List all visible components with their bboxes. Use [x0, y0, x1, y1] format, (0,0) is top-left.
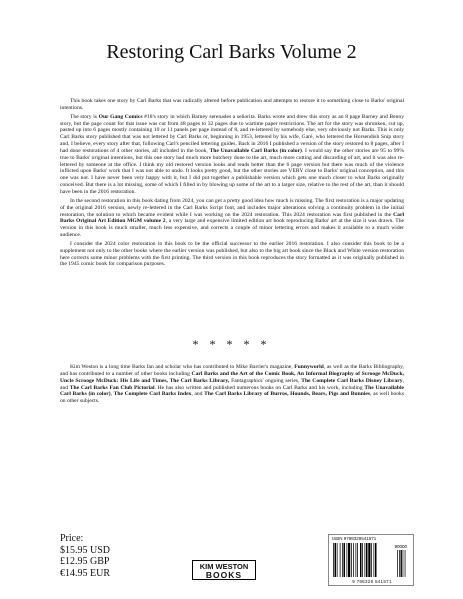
text-run: , and — [191, 391, 205, 398]
description-body — [60, 98, 404, 270]
bold-run: The Carl Barks Library of Burros, Hounds, Bears, Pigs and Bunnies — [204, 391, 371, 398]
bold-run: Carl Barks and the Art of the Comic Book, An Informal Biography of Scrooge McDuck, Uncle Scrooge McDuck: His Life and Times, The Carl Barks Library, — [60, 370, 404, 384]
text-run: . He has also written and published numerous books on Carl Barks and his work, including — [154, 384, 365, 391]
bold-run: The Unavailable Carl Barks (in color) — [60, 384, 404, 398]
bold-run: Carl Barks Original Art Edition MGM volume 2 — [60, 211, 404, 225]
barcode-number: 9 798329 541571 — [352, 579, 392, 584]
price-gbp: £12.95 GBP — [60, 556, 110, 567]
bio-paragraph — [60, 364, 404, 405]
text-run: , as well as the Barks Bibliography, and has contributed to a number of other books including — [60, 364, 404, 377]
publisher-books: BOOKS — [205, 570, 243, 580]
bold-run: The Carl Barks Fan Club Pictorial — [69, 384, 155, 391]
bold-run: The Complete Carl Barks Disney Library — [301, 377, 403, 384]
publisher-logo — [192, 560, 256, 580]
paragraph-second-restoration — [60, 198, 404, 239]
text-run: , — [110, 391, 114, 398]
publisher-name: KIM WESTON — [199, 562, 249, 571]
price-usd: $15.95 USD — [60, 544, 111, 556]
barcode-box — [328, 534, 414, 586]
text-run: #18's story in which Barney serenades a señorita. Barks wrote and drew this story as an 8 page Barney and Benny story, but the page count for that issue was cut from 48 pages to 32 pages due to wartime paper restrictions. The art for the story was shrunken, cut up, pasted up into 6 pages mostly containing 10 or 11 panels per page instead of 8, and re-lettered by somebody else, very obviously not Barks. This is only Carl Barks story published that was not lettered by Carl Barks or, beginning in 1953, lettered by his wife, Garé, who lettered the Horsendish Snip story and, I believe, every story after that, following Carl's penciled lettering guides. Back in 2016 I published a version of the story restored to 8 pages, after I had done restorations of 4 other stories, all included in the book, — [60, 113, 405, 154]
section-divider: * * * * * — [192, 337, 271, 351]
isbn-label: ISBN 9798329541571 — [332, 536, 377, 541]
text-run: , and — [60, 377, 404, 391]
paragraph-story — [60, 114, 404, 196]
text-run: In the second restoration in this book dating from 2024, you can get a pretty good idea how much is missing. The first restoration is a major updating of the original 2016 version, newly re-lettered in the Carl Barks Script font, and includes major alterations solving a continuity problem in the initial restoration, the solution to which became evident while I was working on the 2024 restoration. This 2024 restoration was first published in the — [60, 197, 404, 218]
paragraph-intro: This book takes one story by Carl Barks that was radically altered before publication and attempts to restore it to something close to Barks' original intentions. — [60, 98, 404, 111]
bold-run: The Unavailable Carl Barks (in color) — [209, 147, 302, 154]
text-run: , as well books on other subjects. — [60, 391, 405, 405]
author-bio — [60, 364, 404, 405]
bold-run: Funnyworld — [294, 364, 324, 370]
book-title: Restoring Carl Barks Volume 2 — [106, 41, 357, 63]
price-code: 90000 — [394, 544, 407, 549]
price-block — [60, 533, 110, 579]
bold-run: The Complete Carl Barks Index — [113, 391, 192, 398]
barcode-icon — [333, 543, 411, 579]
paragraph-official-successor: I consider the 2024 color restoration in this book to be the official successor to the earlier 2016 restoration. I also consider this book to be a supplement not only to the other books where the earlier version was published, but also to the big art book since the Black and White version restoration here corrects some minor problems with the first printing. The third version in this book reproduces the story formatted as it was originally published in the 1945 comic book for comparison purposes. — [60, 240, 404, 268]
text-run: , a very large and expensive limited edition art book reproducing Barks' art at the size it was drawn. The version in this book is much smaller, much less expensive, and corrects a couple of minor lettering errors and makes it available to a much wider audience. — [60, 218, 404, 239]
bold-run: Our Gang Comics — [98, 113, 143, 120]
text-run: The story is — [70, 113, 99, 120]
price-eur: €14.95 EUR — [60, 567, 110, 579]
text-run: Fantagraphics' ongoing series, — [229, 377, 302, 384]
text-run: . I would say the other stories are 95 to 99% true to Barks' original intentions, but this one story had much more butchery done to the art, much more cutting and discarding of art, and it was also re-lettered by someone at the office. I think my old restored version looks and reads better than the 6 page version but there was much of the violence inflicted upon Barks' work that I was not able to undo. It looks pretty good, but the other stories are VERY close to Barks' original conception, and this one was not. I have never been very happy with it, but I did put together a publishable version which gets one much closer to what Barks originally conceived. But there is a lot missing, some of which I filled in by blowing up some of the art to a larger size, relative to the rest of the art, than it should have been in the 2016 restoration. — [60, 147, 404, 195]
price-label: Price: — [60, 533, 84, 544]
text-run: Kim Weston is a long time Barks fan and scholar who has contributed to Mike Barrier's magazine, — [70, 364, 295, 370]
